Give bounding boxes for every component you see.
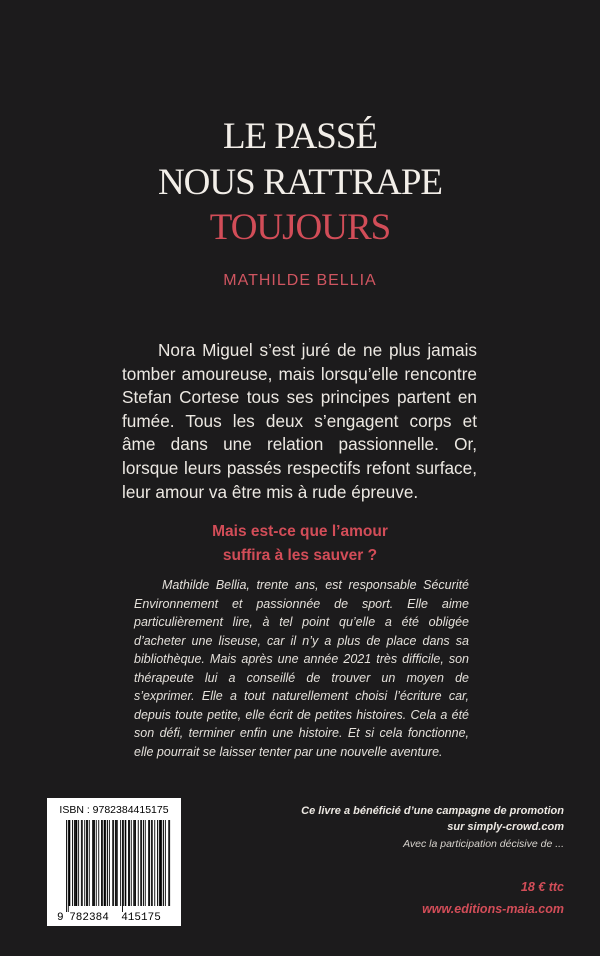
barcode-bar: [141, 820, 142, 906]
barcode-bar: [143, 820, 144, 906]
barcode-bar: [123, 820, 124, 906]
synopsis: Nora Miguel s’est juré de ne plus jamais tomber amoureuse, mais lorsqu’elle rencontre Stefan Cortese tous ses principes partent en fumée. Tous les deux s’engagent corps et âme dans une relation passionnelle. Or, lorsque leurs passés respectifs refont surface, leur amour va être mis à rude épreuve.: [122, 340, 477, 502]
barcode-bar: [93, 820, 94, 906]
barcode-bar: [96, 820, 97, 906]
barcode-bar: [165, 820, 166, 906]
barcode-bar: [76, 820, 78, 906]
title-line-3: TOUJOURS: [209, 207, 391, 248]
author-name: MATHILDE BELLIA: [223, 272, 377, 289]
barcode-bar: [125, 820, 127, 906]
barcode-bar: [81, 820, 82, 906]
barcode-bar: [148, 820, 149, 906]
barcode-bar: [117, 820, 118, 906]
promo-line-1: Ce livre a bénéficié d’une campagne de promotion: [301, 805, 564, 817]
barcode-bar: [145, 820, 146, 906]
barcode-bar: [109, 820, 110, 906]
barcode-bar: [140, 820, 141, 906]
tagline-line-1: Mais est-ce que l’amour: [212, 523, 388, 540]
barcode-bar: [135, 820, 136, 906]
barcode-bar: [87, 820, 88, 906]
barcode-bar: [116, 820, 117, 906]
barcode-digit-first: 9: [57, 912, 64, 922]
barcode-digits-right: 415175: [121, 912, 161, 922]
author-bio: Mathilde Bellia, trente ans, est responsable Sécurité Environnement et passionnée de sport. Elle aime particulièrement lire, à tel point qu’elle a été obligée d’acheter une liseuse, car il n’y a plus de place dans sa bibliothèque. Mais après une année 2021 très difficile, son thérapeute lui a conseillé de trouver un moyen de s’exprimer. Elle a tout naturellement choisi l’écriture car, depuis toute petite, elle écrit de petites histoires. Cela a été son défi, terminer enfin une histoire. Et si cela fonctionne, elle pourrait se laisser tenter par une nouvelle aventure.: [134, 578, 469, 759]
barcode-bar: [161, 820, 162, 906]
barcode-bar: [75, 820, 76, 906]
barcode-bar: [68, 820, 69, 912]
barcode-bar: [149, 820, 150, 906]
barcode-bar: [112, 820, 113, 906]
participation-note: Avec la participation décisive de ...: [403, 838, 564, 850]
barcode-bar: [107, 820, 108, 906]
barcode-bar: [160, 820, 162, 906]
barcode-bar: [151, 820, 152, 906]
barcode-bar: [154, 820, 155, 906]
barcode-bar: [134, 820, 135, 906]
barcode-bar: [133, 820, 134, 906]
barcode-bar: [115, 820, 116, 906]
barcode-bar: [102, 820, 103, 906]
barcode-bar: [66, 820, 67, 912]
promo-note: [264, 804, 564, 835]
barcode-bar: [94, 820, 95, 906]
barcode-bar: [72, 820, 73, 906]
barcode-bar: [152, 820, 153, 906]
promo-line-2: sur simply-crowd.com: [447, 820, 564, 833]
price: 18 € ttc: [520, 880, 564, 894]
barcode-bar: [89, 820, 90, 906]
barcode-graphic: [56, 820, 172, 922]
barcode-bar: [92, 820, 93, 906]
barcode-bar: [129, 820, 130, 906]
barcode-digits-left: 782384: [69, 912, 109, 922]
barcode-bar: [86, 820, 87, 906]
barcode-bar: [82, 820, 83, 906]
publisher-website: www.editions-maia.com: [422, 902, 564, 916]
barcode-bar: [113, 820, 114, 906]
barcode-bar: [104, 820, 106, 906]
tagline-line-2: suffira à les sauver ?: [222, 547, 378, 564]
barcode-bar: [157, 820, 158, 906]
title-line-1: LE PASSÉ: [222, 116, 378, 157]
barcode-bar: [101, 820, 102, 906]
barcode-bar: [120, 820, 121, 906]
barcode-bar: [159, 820, 160, 906]
barcode-bar: [131, 820, 132, 906]
tagline-question: [0, 520, 600, 568]
barcode-bar: [74, 820, 75, 906]
barcode-bar: [78, 820, 79, 906]
barcode-bar: [98, 820, 99, 906]
barcode-bar: [168, 820, 169, 906]
title-line-2: NOUS RATTRAPE: [157, 162, 443, 203]
barcode-bar: [122, 820, 123, 912]
barcode-bar: [84, 820, 85, 906]
barcode-bar: [128, 820, 129, 906]
barcode-bar: [69, 820, 71, 906]
barcode-bar: [105, 820, 106, 906]
barcode-bar: [138, 820, 139, 906]
isbn-label: ISBN : 9782384415175: [59, 804, 169, 816]
barcode-bar: [163, 820, 164, 906]
barcode-block: [47, 798, 181, 926]
barcode-bar: [169, 820, 170, 906]
